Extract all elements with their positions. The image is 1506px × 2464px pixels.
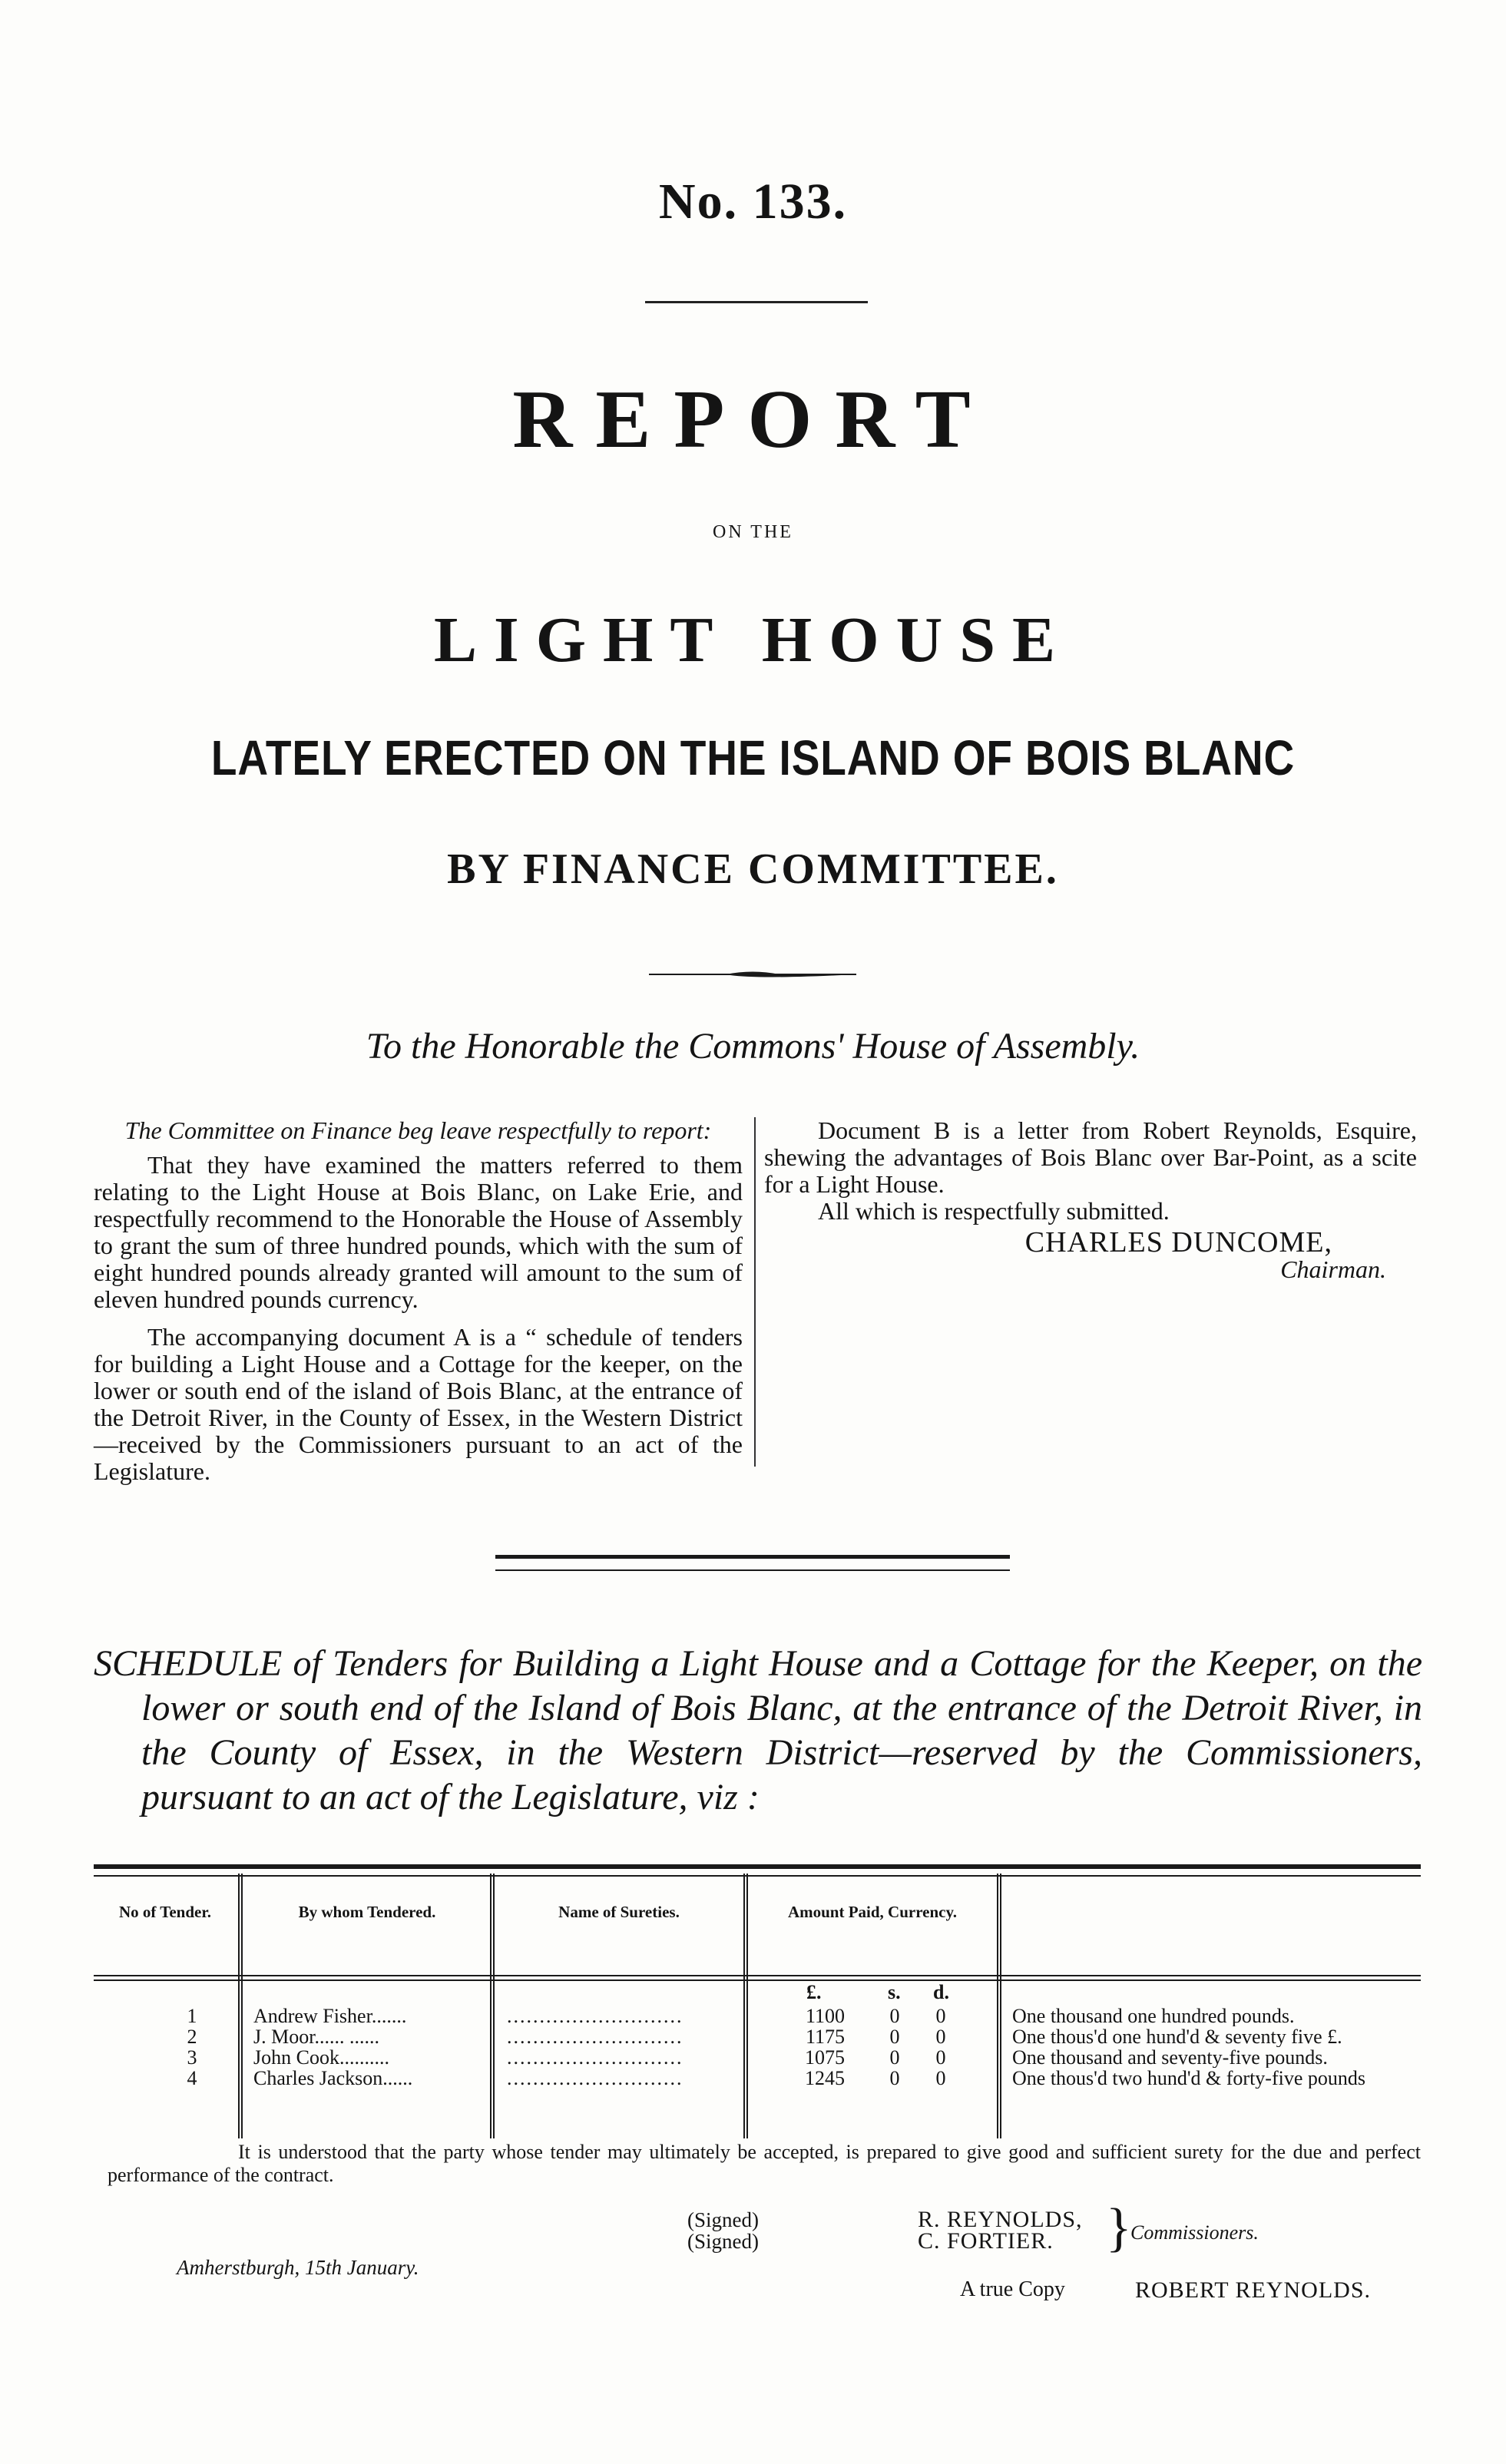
sureties-placeholder: ...........................: [507, 2047, 683, 2068]
commissioner-name: R. REYNOLDS,: [918, 2207, 1083, 2232]
table-row: [0, 2047, 1506, 2068]
sureties-placeholder: ...........................: [507, 2026, 683, 2047]
amount-in-words: One thous'd one hund'd & seventy five £.: [1012, 2026, 1342, 2047]
amount-pence: 0: [935, 2067, 946, 2089]
amount-pounds: 1245: [805, 2067, 845, 2089]
amount-shillings: 0: [889, 2046, 900, 2069]
ornamental-divider: [649, 969, 856, 980]
report-right-column: [764, 1117, 1417, 1283]
report-paragraph-2: The accompanying document A is a “ schedule of tenders for building a Light House and a Cottage for the keeper, on the lower or south end of the island of Bois Blanc, at the entrance of the Detroit River, in the County of Essex, in the Western District—received by the Commissioners pursuant to an act of the Legislature.: [94, 1323, 743, 1485]
amount-in-words: One thousand one hundred pounds.: [1012, 2006, 1295, 2026]
table-top-rule: [94, 1864, 1421, 1877]
amount-pence: 0: [935, 2046, 946, 2069]
column-header-amount: Amount Paid, Currency.: [787, 1903, 958, 1921]
amount-in-words: One thous'd two hund'd & forty-five pounds: [1012, 2068, 1365, 2089]
location-title: LATELY ERECTED ON THE ISLAND OF BOIS BLANC: [210, 730, 1296, 786]
unit-shillings: s.: [888, 1981, 901, 2003]
brace-glyph: }: [1106, 2198, 1132, 2257]
tenderer-name: Andrew Fisher.......: [253, 2006, 407, 2026]
column-header-by-whom: By whom Tendered.: [298, 1903, 436, 1921]
tenderer-name: John Cook..........: [253, 2047, 389, 2068]
column-divider: [754, 1117, 756, 1467]
tender-number: 3: [187, 2046, 197, 2069]
unit-pounds: £.: [806, 1981, 822, 2003]
section-divider: [495, 1555, 1010, 1571]
amount-pounds: 1175: [805, 2026, 845, 2048]
schedule-title: SCHEDULE of Tenders for Building a Light House and a Cottage for the Keeper, on the lower or south end of the Island of Bois Blanc, at the entrance of the Detroit River, in the County of Essex, in the Western District—reserved by the Commissioners, pursuant to an act of the Legislature, viz :: [94, 1643, 1422, 1817]
signed-label: (Signed): [687, 2208, 759, 2231]
report-paragraph-1: That they have examined the matters referred to them relating to the Light House at Bois Blanc, on Lake Erie, and respectfully recommend to the Honorable the House of Assembly to grant the sum of three hundred pounds, which with the sum of eight hundred pounds already granted will amount to the sum of eleven hundred pounds currency.: [94, 1151, 743, 1313]
table-row: [0, 2068, 1506, 2089]
commissioner-name: C. FORTIER.: [918, 2228, 1054, 2254]
tenderer-name: J. Moor...... ......: [253, 2026, 379, 2047]
report-left-column: [94, 1117, 743, 1485]
column-header-no: No of Tender.: [118, 1903, 211, 1921]
title-connector: ON THE: [713, 522, 793, 542]
amount-pence: 0: [935, 2005, 946, 2027]
surety-note: It is understood that the party whose tender may ultimately be accepted, is prepared to give good and sufficient surety for the due and perfect performance of the contract.: [108, 2141, 1421, 2186]
table-row: [0, 2006, 1506, 2026]
header-divider: [645, 301, 868, 303]
amount-in-words: One thousand and seventy-five pounds.: [1012, 2047, 1328, 2068]
amount-pounds: 1100: [805, 2005, 845, 2027]
report-opening: The Committee on Finance beg leave respectfully to report:: [124, 1116, 712, 1144]
address-line: To the Honorable the Commons' House of Assembly.: [366, 1026, 1140, 1067]
table-header-rule: [94, 1975, 1421, 1981]
amount-shillings: 0: [889, 2067, 900, 2089]
amount-pounds: 1075: [805, 2046, 845, 2069]
subject-title: LIGHT HOUSE: [434, 604, 1072, 676]
true-copy-label: A true Copy: [960, 2277, 1065, 2301]
tender-number: 4: [187, 2067, 197, 2089]
table-row: [0, 2026, 1506, 2047]
true-copy-signatory: ROBERT REYNOLDS.: [1135, 2277, 1372, 2303]
signed-label: (Signed): [687, 2230, 759, 2253]
tender-number: 2: [187, 2026, 197, 2048]
sureties-placeholder: ...........................: [507, 2006, 683, 2026]
tender-number: 1: [187, 2005, 197, 2027]
committee-title: BY FINANCE COMMITTEE.: [447, 845, 1059, 893]
sureties-placeholder: ...........................: [507, 2068, 683, 2089]
report-title: REPORT: [512, 374, 994, 465]
commissioners-role: Commissioners.: [1130, 2221, 1259, 2244]
amount-shillings: 0: [889, 2026, 900, 2048]
amount-pence: 0: [935, 2026, 946, 2048]
report-closing: All which is respectfully submitted.: [818, 1197, 1170, 1225]
place-and-date: Amherstburgh, 15th January.: [177, 2256, 419, 2279]
signatory-title: Chairman.: [1280, 1255, 1386, 1283]
document-number: No. 133.: [658, 174, 848, 230]
amount-shillings: 0: [889, 2005, 900, 2027]
report-paragraph-3: Document B is a letter from Robert Reynolds, Esquire, shewing the advantages of Bois Blanc over Bar-Point, as a scite for a Light House.: [764, 1116, 1417, 1198]
signatory-name: CHARLES DUNCOME,: [1024, 1226, 1332, 1258]
column-header-sureties: Name of Sureties.: [558, 1903, 680, 1921]
tenderer-name: Charles Jackson......: [253, 2068, 413, 2089]
unit-pence: d.: [933, 1981, 949, 2003]
